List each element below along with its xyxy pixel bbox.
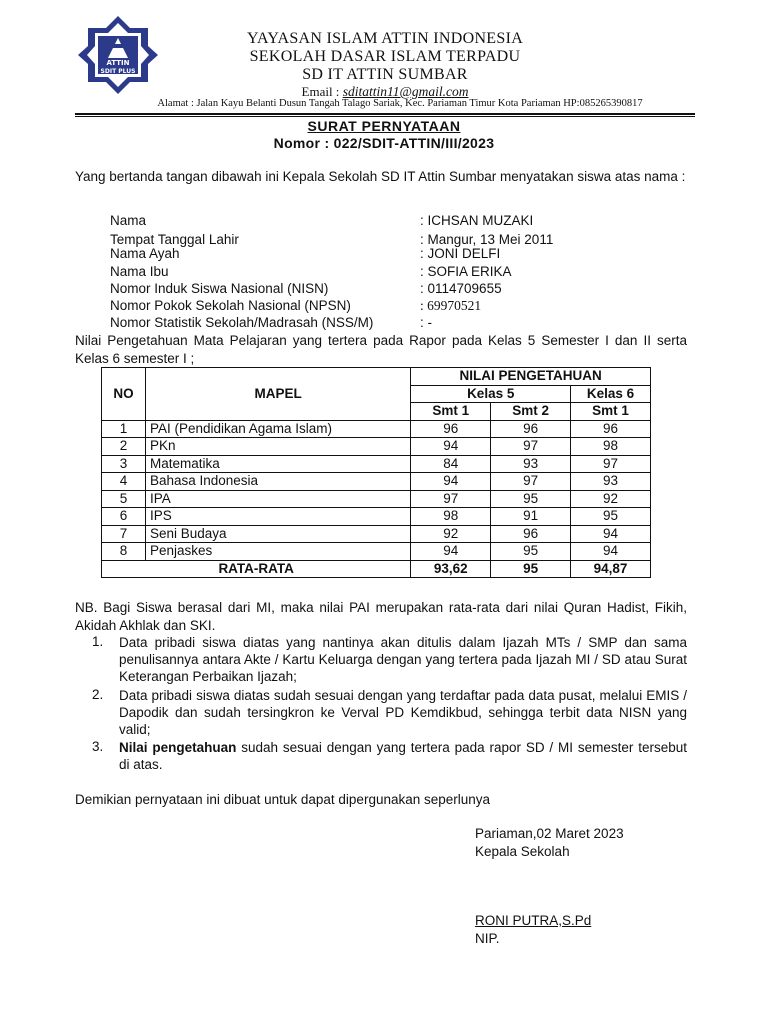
cell-k6s1: 98	[571, 438, 651, 456]
cell-k5s1: 94	[411, 543, 491, 561]
col-header-smt1-k6: Smt 1	[571, 403, 651, 421]
point-bold: Nilai pengetahuan	[119, 740, 237, 755]
table-row	[102, 438, 651, 456]
cell-no: 5	[102, 490, 146, 508]
point-number: 2.	[92, 687, 104, 702]
identity-label: Nama	[110, 213, 147, 228]
cell-mapel: IPA	[145, 490, 410, 508]
cell-k5s2: 96	[491, 525, 571, 543]
identity-value: : ICHSAN MUZAKI	[420, 213, 534, 228]
point-text: Data pribadi siswa diatas yang nantinya akan ditulis dalam Ijazah MTs / SMP dan sama penulisannya antara Akte / Kartu Keluarga dengan yang tertera pada Ijazah MI / SD atau Surat Keterangan Perbaikan Ijazah;	[119, 635, 687, 684]
identity-label: Nama Ibu	[110, 264, 169, 279]
foundation-name: YAYASAN ISLAM ATTIN INDONESIA	[246, 30, 524, 47]
school-address: Alamat : Jalan Kayu Belanti Dusun Tangah Talago Sariak, Kec. Pariaman Timur Kota Pariaman HP:085265390817	[157, 98, 643, 109]
cell-mapel: Bahasa Indonesia	[145, 473, 410, 491]
identity-value: : SOFIA ERIKA	[420, 264, 512, 279]
cell-k5s2: 96	[491, 420, 571, 438]
cell-k5s1: 84	[411, 455, 491, 473]
cell-no: 1	[102, 420, 146, 438]
table-row	[102, 473, 651, 491]
cell-k5s1: 97	[411, 490, 491, 508]
cell-no: 6	[102, 508, 146, 526]
identity-label: Nomor Statistik Sekolah/Madrasah (NSS/M)	[110, 315, 374, 330]
email-value: sditattin11@gmail.com	[342, 84, 469, 99]
identity-label: Nomor Induk Siswa Nasional (NISN)	[110, 281, 329, 296]
point-number: 1.	[92, 634, 104, 649]
cell-k5s2: 91	[491, 508, 571, 526]
signature-place-date: Pariaman,02 Maret 2023	[475, 826, 624, 841]
cell-k5s2: 95	[491, 490, 571, 508]
average-k5s1: 93,62	[411, 560, 491, 578]
identity-value: : -	[420, 315, 432, 330]
cell-no: 3	[102, 455, 146, 473]
signature-nip: NIP.	[475, 931, 500, 946]
logo-text-bottom: SDIT PLUS	[100, 68, 136, 75]
cell-k6s1: 92	[571, 490, 651, 508]
document-number: Nomor : 022/SDIT-ATTIN/III/2023	[273, 135, 495, 151]
cell-no: 4	[102, 473, 146, 491]
cell-k5s2: 97	[491, 438, 571, 456]
signature-name: RONI PUTRA,S.Pd	[475, 913, 592, 928]
cell-k5s2: 95	[491, 543, 571, 561]
cell-no: 2	[102, 438, 146, 456]
identity-value: : Mangur, 13 Mei 2011	[420, 232, 554, 247]
document-title: SURAT PERNYATAAN	[307, 118, 461, 134]
cell-mapel: PAI (Pendidikan Agama Islam)	[145, 420, 410, 438]
identity-label: Tempat Tanggal Lahir	[110, 232, 239, 247]
email-label: Email :	[301, 84, 343, 99]
table-row	[102, 508, 651, 526]
col-header-kelas6: Kelas 6	[571, 385, 651, 403]
grades-table	[101, 367, 651, 578]
cell-no: 8	[102, 543, 146, 561]
average-row	[102, 560, 651, 578]
cell-mapel: IPS	[145, 508, 410, 526]
header-divider	[75, 113, 695, 115]
closing-text: Demikian pernyataan ini dibuat untuk dapat dipergunakan seperlunya	[75, 792, 491, 807]
cell-k6s1: 93	[571, 473, 651, 491]
point-text: Data pribadi siswa diatas sudah sesuai dengan yang terdaftar pada data pusat, melalui EMIS / Dapodik dan sudah tersingkron ke Verval PD Kemdikbud, sehingga terbit data NISN yang valid;	[119, 688, 687, 737]
cell-k5s1: 94	[411, 438, 491, 456]
cell-k6s1: 94	[571, 525, 651, 543]
cell-k6s1: 97	[571, 455, 651, 473]
cell-k5s1: 96	[411, 420, 491, 438]
header-divider-thin	[75, 116, 695, 117]
table-row	[102, 455, 651, 473]
school-name: SD IT ATTIN SUMBAR	[302, 66, 468, 83]
school-type: SEKOLAH DASAR ISLAM TERPADU	[249, 48, 521, 65]
col-header-smt1: Smt 1	[411, 403, 491, 421]
identity-value: : 69970521	[420, 298, 482, 313]
cell-no: 7	[102, 525, 146, 543]
nb-note: NB. Bagi Siswa berasal dari MI, maka nilai PAI merupakan rata-rata dari nilai Quran Hadist, Fikih, Akidah Akhlak dan SKI.	[75, 600, 687, 633]
point-number: 3.	[92, 739, 104, 754]
identity-value: : JONI DELFI	[420, 246, 501, 261]
cell-k5s2: 93	[491, 455, 571, 473]
col-header-no: NO	[102, 368, 146, 421]
table-row	[102, 525, 651, 543]
table-row	[102, 543, 651, 561]
cell-k5s1: 92	[411, 525, 491, 543]
cell-mapel: Seni Budaya	[145, 525, 410, 543]
average-k6s1: 94,87	[571, 560, 651, 578]
school-logo	[78, 14, 158, 96]
cell-k5s1: 94	[411, 473, 491, 491]
intro-paragraph: Yang bertanda tangan dibawah ini Kepala Sekolah SD IT Attin Sumbar menyatakan siswa atas nama :	[75, 169, 686, 184]
col-header-mapel: MAPEL	[145, 368, 410, 421]
identity-value: : 0114709655	[420, 281, 502, 296]
col-header-kelas5: Kelas 5	[411, 385, 571, 403]
identity-label: Nama Ayah	[110, 246, 180, 261]
cell-mapel: PKn	[145, 438, 410, 456]
cell-k6s1: 94	[571, 543, 651, 561]
point-rest: sudah sesuai dengan yang tertera pada rapor SD / MI semester tersebut di atas.	[119, 740, 687, 772]
nilai-intro: Nilai Pengetahuan Mata Pelajaran yang tertera pada Rapor pada Kelas 5 Semester I dan II serta Kelas 6 semester I ;	[75, 333, 687, 366]
cell-k6s1: 96	[571, 420, 651, 438]
average-k5s2: 95	[491, 560, 571, 578]
cell-k5s1: 98	[411, 508, 491, 526]
cell-k5s2: 97	[491, 473, 571, 491]
average-label: RATA-RATA	[102, 560, 411, 578]
col-header-nilai: NILAI PENGETAHUAN	[411, 368, 651, 386]
logo-text-top: ATTIN	[106, 59, 130, 67]
cell-mapel: Matematika	[145, 455, 410, 473]
signature-position: Kepala Sekolah	[475, 844, 570, 859]
table-row	[102, 490, 651, 508]
table-row	[102, 420, 651, 438]
point-text	[119, 739, 687, 773]
col-header-smt2: Smt 2	[491, 403, 571, 421]
cell-mapel: Penjaskes	[145, 543, 410, 561]
cell-k6s1: 95	[571, 508, 651, 526]
identity-label: Nomor Pokok Sekolah Nasional (NPSN)	[110, 298, 351, 313]
